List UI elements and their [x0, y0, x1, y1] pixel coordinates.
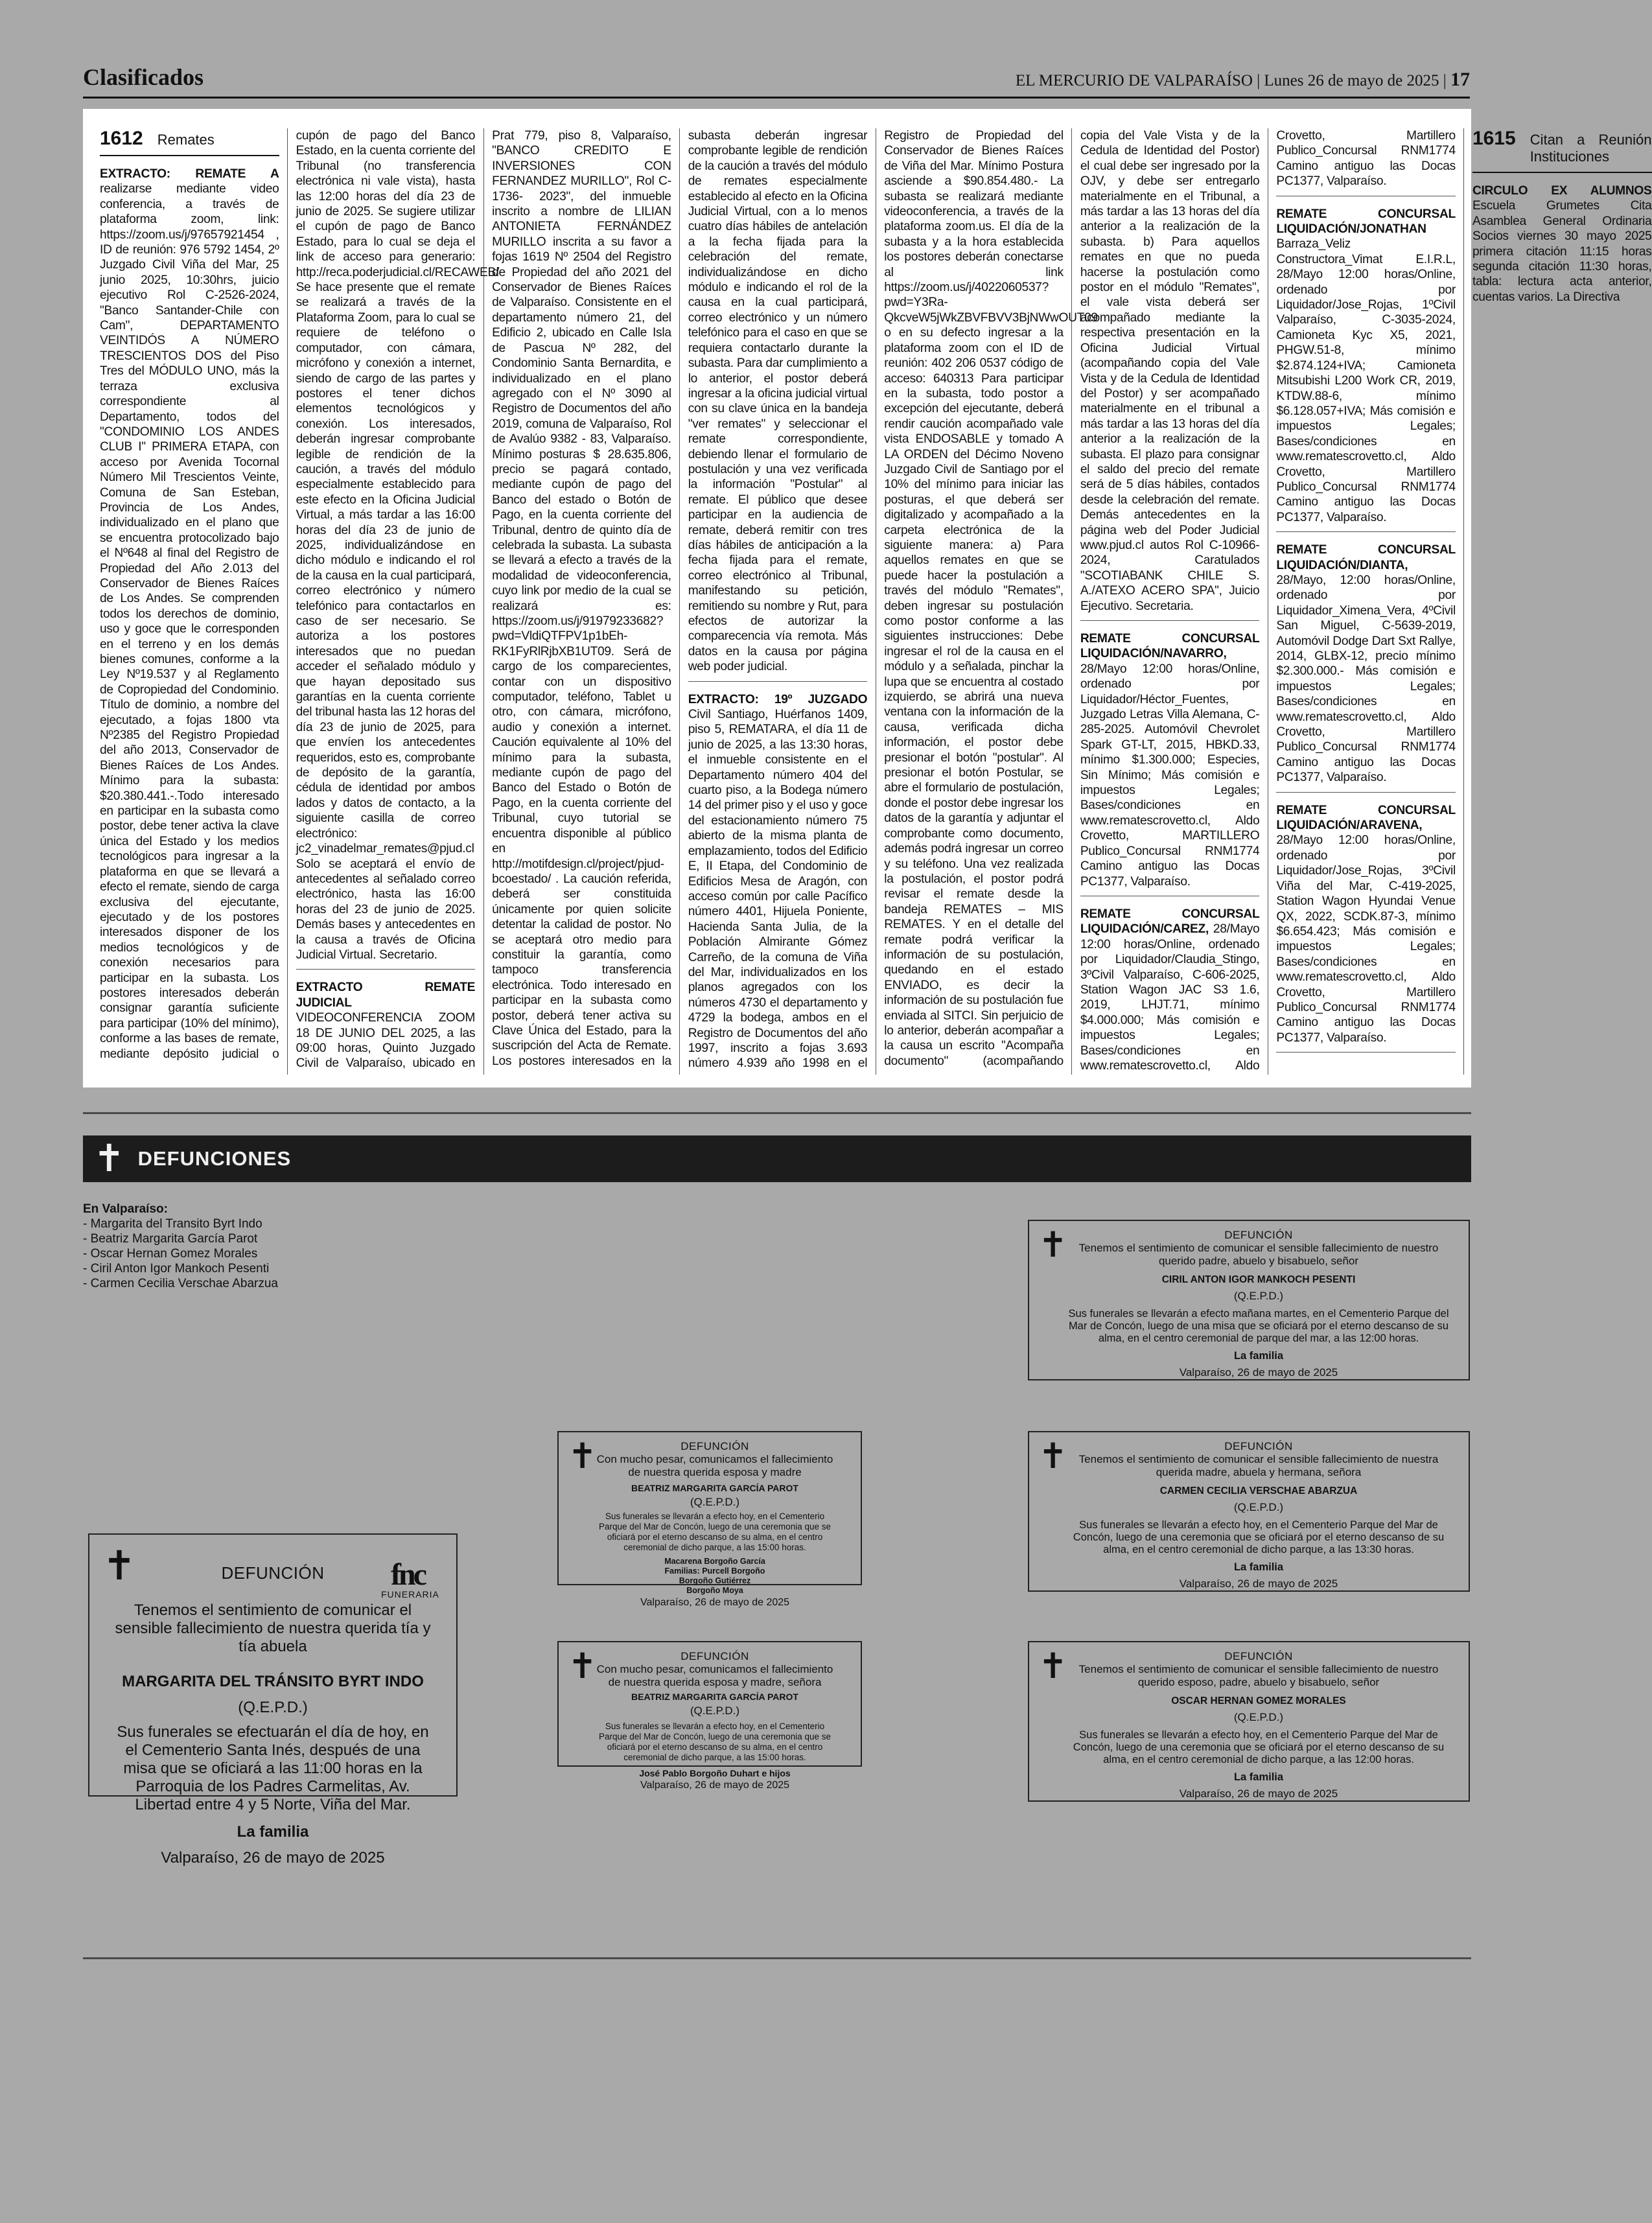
ad-body: Escuela Grumetes Cita Asamblea General Ordinaria Socios viernes 30 mayo 2025 primera citación 11:15 horas segunda citación 11:30 horas, tabla: lectura acta anterior, cuentas varios. La Directiva	[1472, 199, 1652, 304]
obituary-notice	[1028, 1641, 1470, 1802]
ad-body: Civil Santiago, Huérfanos 1409, piso 5, REMATARA, el día 11 de junio de 2025, a las 13:30 horas, el inmueble consistente en el Departamento número 404 del cuarto piso, a la Bodega número 14 del primer piso y el uso y goce del estacionamiento número 75 abierto de la misma planta de emplazamiento, todos del Edificio E, II Etapa, del Condominio de Edificios Mesa de Aragón, con acceso común por calle Pacífico número 4401, Hijuela Poniente, Hacienda Santa Julia, de la Población Almirante Gómez Carreño, de la comuna de Viña del Mar, individualizados en los planos agregados con los números 4730 el departamento y 4729 la bodega, ambos en el Registro de Documentos del año 1997, inscrito a fojas 3.693 número 4.939 año 1998 en el Registro de Propiedad del Conservador de Bienes Raíces de Viña del Mar. Mínimo Postura asciende a $90.854.480.- La subasta se realizará mediante videoconferencia, a través de la plataforma zoom.us. El día de la subasta y a la hora establecida los postores deberán conectarse al link https://zoom.us/j/4022060537?pwd=Y3Ra-QkcveW5jWkZBVFBVV3BjNWwOUT09 o en su defecto ingresar a la plataforma zoom con el ID de reunión: 402 206 0537 código de acceso: 640313 Para participar en la subasta, todo postor a excepción del ejecutante, deberá rendir caución acompañado vale vista ENDOSABLE y tomado A LA ORDEN del Décimo Noveno Juzgado Civil de Santiago por el 10% del mínimo para iniciar las posturas, el que deberá ser digitalizado y acompañado a la carpeta electrónica de la siguiente manera: a) Para aquellos remates en que se puede hacer la postulación a través del módulo "Remates", deben ingresar su postulación como postor conforme a las siguientes instrucciones: Debe ingresar el rol de la causa en el módulo y a señalada, pinchar la lupa que se encuentra al costado izquierdo, se abrirá una nueva ventana con la información de la causa, verificada dicha información, el postor debe presionar el botón "postular". Al presionar el botón Postular, se abre el formulario de postulación, donde el postor debe ingresar los datos de la garantía y adjuntar el comprobante como documento, además podrá ingresar un correo y su teléfono. Una vez realizada la postulación, el postor podrá revisar el remate desde la bandeja REMATES – MIS REMATES. Y en el detalle del remate podrá verificar la información de su postulación, quedando en el estado ENVIADO, es decir la información de su postulación fue enviada al SITCI. Sin perjuicio de lo anterior, deberán acompañar a la causa un escrito "Acompaña documento" (acompañando copia del Vale Vista y de la Cedula de Identidad del Postor) el cual debe ser ingresado por la OJV, y debe ser entregarlo materialmente en el Tribunal, a más tardar a las 13 horas del día anterior a la realización de la subasta. b) Para aquellos remates en que no pueda hacerse la postulación como postor en el módulo "Remates", el vale vista deberá ser acompañado mediante la respectiva presentación en la Oficina Judicial Virtual (acompañando copia del Vale Vista y de la Cedula de Identidad del Postor) y ser acompañado materialmente en el tribunal a más tardar a las 13 horas del día anterior a la realización de la subasta. El plazo para consignar el saldo del precio del remate será de 5 días hábiles, contados desde la celebración del remate. Demás antecedentes en la página web del Poder Judicial www.pjud.cl autos Rol C-10966-2024, Caratulados "SCOTIABANK CHILE S. A./ATEXO ACERO SPA", Juicio Ejecutivo. Secretaria.	[688, 129, 1260, 1071]
ad-body: 28/Mayo 12:00 horas/Online, ordenado por Liquidador/Jose_Rojas, 3ºCivil Viña del Mar, C-419-2025, Station Wagon Hyundai Venue QX, 2022, SCDK.87-3, mínimo $6.654.423; Más comisión e impuestos Legales; Bases/condiciones en www.rematescrovetto.cl, Aldo Crovetto, Martillero Publico_Concursal RNM1774 Camino antiguo las Docas PC1377, Valparaíso.	[1276, 833, 1456, 1045]
obituary-notice	[1028, 1431, 1470, 1592]
ad-title: CIRCULO EX ALUMNOS	[1472, 184, 1652, 198]
ad-body: Barraza_Veliz Constructora_Vimat E.I.R.L, 28/Mayo 12:00 horas/Online, ordenado por Liquidador/Jose_Rojas, 1ºCivil Valparaíso, C-3035-2024, Camioneta Kyc X5, 2021, PHGW.51-8, mínimo $2.874.124+IVA; Camioneta Mitsubishi L200 Work CR, 2019, KTDW.88-6, mínimo $6.128.057+IVA; Más comisión e impuestos Legales; Bases/condiciones en www.rematescrovetto.cl, Aldo Crovetto, Martillero Publico_Concursal RNM1774 Camino antiguo las Docas PC1377, Valparaíso.	[1276, 237, 1456, 524]
obituary-notice	[557, 1431, 862, 1608]
notice-intro: Tenemos el sentimiento de comunicar el sensible fallecimiento de nuestro querido padre, abuelo y bisabuelo, señor	[1078, 1242, 1439, 1267]
notice-qepd: (Q.E.P.D.)	[238, 1699, 308, 1716]
classified-ad	[1276, 542, 1456, 793]
category-header	[100, 128, 279, 156]
list-item: - Margarita del Transito Byrt Indo	[83, 1217, 262, 1231]
notice-head: DEFUNCIÓN	[681, 1440, 749, 1452]
notice-head: DEFUNCIÓN	[1224, 1440, 1293, 1452]
classified-ad	[1080, 631, 1260, 896]
deceased-list	[83, 1202, 278, 1291]
notice-date: Valparaíso, 26 de mayo de 2025	[1179, 1577, 1338, 1590]
notice-head: DEFUNCIÓN	[221, 1563, 325, 1583]
notice-body: Sus funerales se efectuarán el día de hoy, en el Cementerio Santa Inés, después de una misa que se oficiará a las 11:00 horas en la Parroquia de los Padres Carmelitas, Av. Libertad entre 4 y 5 Norte, Viña del Mar.	[117, 1723, 429, 1813]
classifieds-columns	[100, 128, 1652, 1075]
cross-icon: ✝	[102, 1544, 136, 1589]
list-item: - Oscar Hernan Gomez Morales	[83, 1247, 258, 1261]
notice-body: Sus funerales se llevarán a efecto hoy, en el Cementerio Parque del Mar de Concón, luego de una ceremonia que se oficiará por el eterno descanso de su alma, en el centro ceremonial de dicho parque, a las 15:00 horas.	[599, 1721, 831, 1762]
notice-head: DEFUNCIÓN	[1224, 1650, 1293, 1662]
deceased-name: CARMEN CECILIA VERSCHAE ABARZUA	[1159, 1485, 1358, 1496]
deceased-name: BEATRIZ MARGARITA GARCÍA PAROT	[631, 1483, 798, 1493]
list-item: - Carmen Cecilia Verschae Abarzua	[83, 1277, 278, 1290]
signer: Macarena Borgoño García	[664, 1557, 765, 1566]
section-title: Clasificados	[83, 64, 204, 90]
signer: Borgoño Gutiérrez	[679, 1576, 751, 1585]
ad-body: realizarse mediante video conferencia, a través de plataforma zoom, link: https://zoom.us/j/97657921454 , ID de reunión: 976 5792 1454, 2º Juzgado Civil Viña del Mar, 25 junio 2025, 10:30hrs, juicio ejecutivo Rol C-2526-2024, "Banco Santander-Chile con Cam", DEPARTAMENTO VEINTIDÓS A NÚMERO TRESCIENTOS DOS del Piso Tres del MÓDULO UNO, más la terraza exclusiva correspondiente al Departamento, todos del "CONDOMINIO LOS ANDES CLUB I" PRIMERA ETAPA, con acceso por Avenida Tocornal Número Mil Trescientos Veinte, Comuna de San Esteban, Provincia de Los Andes, individualizado en el plano que se encuentra protocolizado bajo el Nº648 al final del Registro de Propiedad del Año 2.013 del Conservador de Bienes Raíces de Los Andes. Se comprenden todos los derechos de dominio, uso y goce que le corresponden en el terreno y en los demás bienes comunes, conforme a la Ley Nº19.537 y al Reglamento de Copropiedad del Condominio. Título de dominio, a nombre del ejecutado, a fojas 1800 vta Nº2385 del Registro Propiedad del año 2013, Conservador de Bienes Raíces de Los Andes. Mínimo para la subasta: $20.380.441.-.Todo interesado en participar en la subasta como postor, debe tener activa la clave única del Estado y los medios tecnológicos para ingresar a la plataforma en que se llevará a efecto el remate, siendo de carga exclusiva del ejecutante, ejecutado y de los postores interesados disponer de los medios tecnológicos y de conexión necesarios para participar en la subasta. Los postores interesados deberán consignar garantía suficiente para participar (10% del mínimo), conforme a las bases de remate, mediante depósito judicial o cupón de pago del Banco Estado, en la cuenta corriente del Tribunal (no transferencia electrónica ni vale vista), hasta las 12:00 horas del día 23 de junio de 2025. Se sugiere utilizar el cupón de pago de Banco Estado, para lo cual se deja el link de acceso para generario: http://reca.poderjudicial.cl/RECAWEB/ Se hace presente que el remate se realizará a través de la Plataforma Zoom, para lo cual se requiere de teléfono o computador, con cámara, micrófono y conexión a internet, siendo de cargo de las partes y postores el tener dichos elementos tecnológicos y conexión. Los interesados, deberán ingresar comprobante legible de rendición de la caución, a través del módulo especialmente establecido para este efecto en la Oficina Judicial Virtual, a más tardar a las 16:00 horas del día 23 de junio de 2025, individualizándose en dicho módulo e indicando el rol de la causa en la cual participará, correo electrónico y número telefónico para contactarlos en caso de ser necesario. Se autoriza a los postores interesados que no puedan acceder el señalado módulo y que hayan depositado sus garantías en la cuenta corriente del tribunal hasta las 12 horas del día 23 de junio de 2025, para que envíen los antecedentes requeridos, esto es, comprobante de depósito de la garantía, cédula de identidad por ambos lados y datos de contacto, a la siguiente casilla de correo electrónico: jc2_vinadelmar_remates@pjud.cl Solo se aceptará el envío de antecedentes al señalado correo electrónico, hasta las 16:00 horas del 23 de junio de 2025. Demás bases y antecedentes en la causa a través de Oficina Judicial Virtual. Secretario.	[100, 129, 500, 1061]
obituary-notice	[1028, 1220, 1470, 1380]
notice-sign: La familia	[1233, 1561, 1284, 1573]
list-heading: En Valparaíso:	[83, 1202, 168, 1216]
notice-body: Sus funerales se llevarán a efecto mañana martes, en el Cementerio Parque del Mar de Concón, luego de una misa que se oficiará por el eterno descanso de su alma, en el centro ceremonial de parque del mar, a las 12:00 horas.	[1068, 1308, 1449, 1344]
defunciones-section	[0, 1102, 1555, 2223]
ad-body: VIDEOCONFERENCIA ZOOM 18 DE JUNIO DEL 2025, a las 09:00 horas, Quinto Juzgado Civil de Valparaíso, ubicado en Prat 779, piso 8, Valparaíso, "BANCO CREDITO E INVERSIONES CON FERNANDEZ MURILLO", Rol C-1736- 2023", del inmueble inscrito a nombre de LILIAN ANTONIETA FERNÁNDEZ MURILLO inscrita a su favor a fojas 1619 Nº 2504 del Registro de Propiedad del año 2021 del Conservador de Bienes Raíces de Valparaíso. Consistente en el departamento número 21, del Edificio 2, ubicado en Calle Isla de Pascua Nº 282, del Condominio Santa Bernardita, e individualizado en el plano agregado con el Nº 3090 al Registro de Documentos del año 2019, comuna de Valparaíso, Rol de Avalúo 9382 - 83, Valparaíso. Mínimo posturas $ 28.635.806, precio se pagará contado, mediante cupón de pago del Banco del estado o Botón de Pago, en la cuenta corriente del Tribunal, dentro de quinto día de celebrada la subasta. La subasta se llevará a efecto a través de la modalidad de videoconferencia, cuyo link por medio de la cual se realizará es: https://zoom.us/j/91979233682?pwd=VldiQTFPV1p1bEh-RK1FyRlRjbXB1UT09. Será de cargo de los comparecientes, contar con un dispositivo computador, teléfono, Tablet u otro, con cámara, micrófono, audio y conexión a internet. Caución equivalente al 10% del mínimo para la subasta, mediante cupón de pago del Banco del Estado o Botón de Pago, en la cuenta corriente del Tribunal, cuyo tutorial se encuentra disponible al público en http://motifdesign.cl/project/pjud-bcoestado/ . La caución referida, deberá ser constituida únicamente por quien solicite detentar la calidad de postor. No se aceptará otro medio para constituir la garantía, como tampoco transferencia electrónica. Todo interesado en participar en la subasta como postor, deberá tener activa su Clave Única del Estado, para la suscripción del Acta de Remate. Los postores interesados en la subasta deberán ingresar comprobante legible de rendición de la caución a través del módulo de remates especialmente establecido al efecto en la Oficina Judicial Virtual, con a lo menos cuatro días hábiles de antelación a la fecha fijada para la celebración del remate, individualizándose en dicho módulo e indicando el rol de la causa en la cual participará, correo electrónico y un número telefónico para el caso en que se requiera contactarlo durante la subasta. Para dar cumplimiento a lo anterior, el postor deberá ingresar a la oficina judicial virtual con su clave única en la bandeja "ver remates" y seleccionar el remate correspondiente, debiendo llenar el formulario de postulación y una vez verificada la información "Postular" al remate. El público que desee participar en la audiencia de remate, deberá remitir con tres días hábiles de anticipación a la fecha fijada para el remate, correo electrónico al Tribunal, manifestando su petición, remitiendo su nombre y Rut, para efectos de autorizar la comparecencia vía remota. Más datos en la causa por página web poder judicial.	[296, 129, 868, 1071]
category-number: 1615	[1472, 128, 1516, 149]
deceased-name: CIRIL ANTON IGOR MANKOCH PESENTI	[1161, 1274, 1356, 1285]
notice-intro: Con mucho pesar, comunicamos el fallecimiento de nuestra querida esposa y madre, señora	[596, 1663, 833, 1688]
category-name: Citan a Reunión Instituciones	[1530, 132, 1652, 165]
notice-date: Valparaíso, 26 de mayo de 2025	[640, 1780, 790, 1791]
page-number: 17	[1450, 69, 1470, 90]
notice-intro: Con mucho pesar, comunicamos el fallecimiento de nuestra querida esposa y madre	[596, 1453, 833, 1478]
list-item: - Beatriz Margarita García Parot	[83, 1232, 258, 1246]
page-header	[83, 60, 1470, 99]
ad-title: REMATE CONCURSAL LIQUIDACIÓN/NAVARRO,	[1080, 632, 1260, 661]
classified-ad	[1276, 207, 1456, 533]
notice-intro: Tenemos el sentimiento de comunicar el sensible fallecimiento de nuestra querida tía y tía abuela	[115, 1601, 431, 1655]
cross-icon: ✝	[1038, 1226, 1068, 1264]
notice-date: Valparaíso, 26 de mayo de 2025	[1179, 1366, 1338, 1379]
masthead	[1016, 69, 1470, 91]
ad-title: REMATE CONCURSAL LIQUIDACIÓN/CAREZ,	[1080, 907, 1260, 937]
notice-date: Valparaíso, 26 de mayo de 2025	[161, 1849, 385, 1867]
ad-title: EXTRACTO: REMATE A	[100, 167, 279, 181]
notice-head: DEFUNCIÓN	[681, 1650, 749, 1662]
classified-ad	[1472, 183, 1652, 311]
classified-ad	[100, 128, 500, 1075]
ad-title: REMATE CONCURSAL LIQUIDACIÓN/DIANTA,	[1276, 543, 1456, 572]
deceased-name: MARGARITA DEL TRÁNSITO BYRT INDO	[122, 1673, 424, 1690]
category-number: 1612	[100, 128, 143, 149]
category-name: Remates	[157, 132, 215, 148]
notice-body: Sus funerales se llevarán a efecto hoy, en el Cementerio Parque del Mar de Concón, luego de una ceremonia que se oficiará por el eterno descanso de su alma, en el centro ceremonial de dicho parque, a las 15:00 horas.	[599, 1511, 831, 1552]
notice-qepd: (Q.E.P.D.)	[690, 1496, 740, 1508]
notice-body: Sus funerales se llevarán a efecto hoy, en el Cementerio Parque del Mar de Concón, luego de una ceremonia que se oficiará por el eterno descanso de su alma, en el centro ceremonial de dicho parque, a las 12:00 horas.	[1073, 1729, 1445, 1765]
ad-title: EXTRACTO: 19º JUZGADO	[688, 692, 868, 706]
cross-icon: ✝	[1038, 1437, 1068, 1476]
notice-qepd: (Q.E.P.D.)	[1233, 1290, 1284, 1302]
ad-body: 28/Mayo 12:00 horas/Online, ordenado por Liquidador/Claudia_Stingo, 3ºCivil Valparaíso, C-606-2025, Station Wagon JAC S3 1.6, 2019, LHJT.71, mínimo $4.000.000; Más comisión e impuestos Legales; Bases/condiciones en www.rematescrovetto.cl, Aldo Crovetto, Martillero Publico_Concursal RNM1774 Camino antiguo las Docas PC1377, Valparaíso.	[1080, 129, 1456, 1073]
ad-title: REMATE CONCURSAL LIQUIDACIÓN/ARAVENA,	[1276, 803, 1456, 833]
ad-body: 28/Mayo, 12:00 horas/Online, ordenado por Liquidador_Ximena_Vera, 4ºCivil San Miguel, C-5639-2019, Automóvil Dodge Dart Sxt Rallye, 2014, GLBX-12, precio mínimo $2.300.000.- Más comisión e impuestos Legales; Bases/condiciones en www.rematescrovetto.cl, Aldo Crovetto, Martillero Publico_Concursal RNM1774 Camino antiguo las Docas PC1377, Valparaíso.	[1276, 573, 1456, 785]
classifieds-panel	[83, 109, 1652, 1088]
deceased-name: OSCAR HERNAN GOMEZ MORALES	[1171, 1695, 1346, 1706]
notice-body: Sus funerales se llevarán a efecto hoy, en el Cementerio Parque del Mar de Concón, luego de una ceremonia que se oficiará por el eterno descanso de su alma, en el centro ceremonial de dicho parque, a las 13:30 horas.	[1073, 1519, 1445, 1555]
category-header	[1472, 128, 1652, 173]
list-item: - Ciril Anton Igor Mankoch Pesenti	[83, 1262, 270, 1275]
notice-qepd: (Q.E.P.D.)	[1233, 1711, 1284, 1723]
ad-title: EXTRACTO REMATE JUDICIAL	[296, 981, 476, 1010]
signer: Familias: Purcell Borgoño	[664, 1566, 765, 1576]
funeraria-logo: fnc FUNERARIA	[381, 1557, 439, 1600]
cross-icon: ✝	[568, 1437, 598, 1476]
ad-title: REMATE CONCURSAL LIQUIDACIÓN/JONATHAN	[1276, 207, 1456, 237]
obituary-notice	[557, 1641, 862, 1791]
notice-sign: José Pablo Borgoño Duhart e hijos	[639, 1768, 791, 1778]
obituary-notice	[88, 1533, 458, 1867]
notice-qepd: (Q.E.P.D.)	[1233, 1501, 1284, 1513]
deceased-name: BEATRIZ MARGARITA GARCÍA PAROT	[631, 1692, 798, 1702]
classified-ad	[1276, 803, 1456, 1053]
defunciones-title: DEFUNCIONES	[137, 1147, 292, 1170]
notice-intro: Tenemos el sentimiento de comunicar el sensible fallecimiento de nuestro querido esposo, padre, abuelo y bisabuelo, señor	[1078, 1663, 1439, 1688]
notice-sign: La familia	[1233, 1771, 1284, 1783]
cross-icon: ✝	[1038, 1647, 1068, 1686]
signer: Borgoño Moya	[686, 1586, 743, 1595]
cross-icon: ✝	[93, 1137, 125, 1180]
notice-date: Valparaíso, 26 de mayo de 2025	[640, 1597, 790, 1608]
cross-icon: ✝	[568, 1647, 598, 1686]
divider	[83, 1112, 1471, 1114]
defunciones-bar	[83, 1135, 1471, 1182]
divider	[83, 1957, 1471, 1959]
notice-head: DEFUNCIÓN	[1224, 1229, 1293, 1241]
ad-body: 28/Mayo 12:00 horas/Online, ordenado por Liquidador/Héctor_Fuentes, Juzgado Letras Villa Alemana, C-285-2025. Automóvil Chevrolet Spark GT-LT, 2015, HBKD.33, mínimo $1.300.000; Especies, Sin Mínimo; Más comisión e impuestos Legales; Bases/condiciones en www.rematescrovetto.cl, Aldo Crovetto, MARTILLERO Publico_Concursal RNM1774 Camino antiguo las Docas PC1377, Valparaíso.	[1080, 662, 1260, 889]
notice-signers	[591, 1557, 839, 1596]
notice-date: Valparaíso, 26 de mayo de 2025	[1179, 1787, 1338, 1800]
masthead-text: EL MERCURIO DE VALPARAÍSO | Lunes 26 de mayo de 2025 |	[1015, 72, 1447, 89]
notice-sign: La familia	[237, 1823, 309, 1841]
notice-sign: La familia	[1233, 1350, 1284, 1362]
notice-qepd: (Q.E.P.D.)	[690, 1705, 740, 1717]
notice-intro: Tenemos el sentimiento de comunicar el sensible fallecimiento de nuestra querida madre, abuela y hermana, señora	[1078, 1453, 1439, 1478]
